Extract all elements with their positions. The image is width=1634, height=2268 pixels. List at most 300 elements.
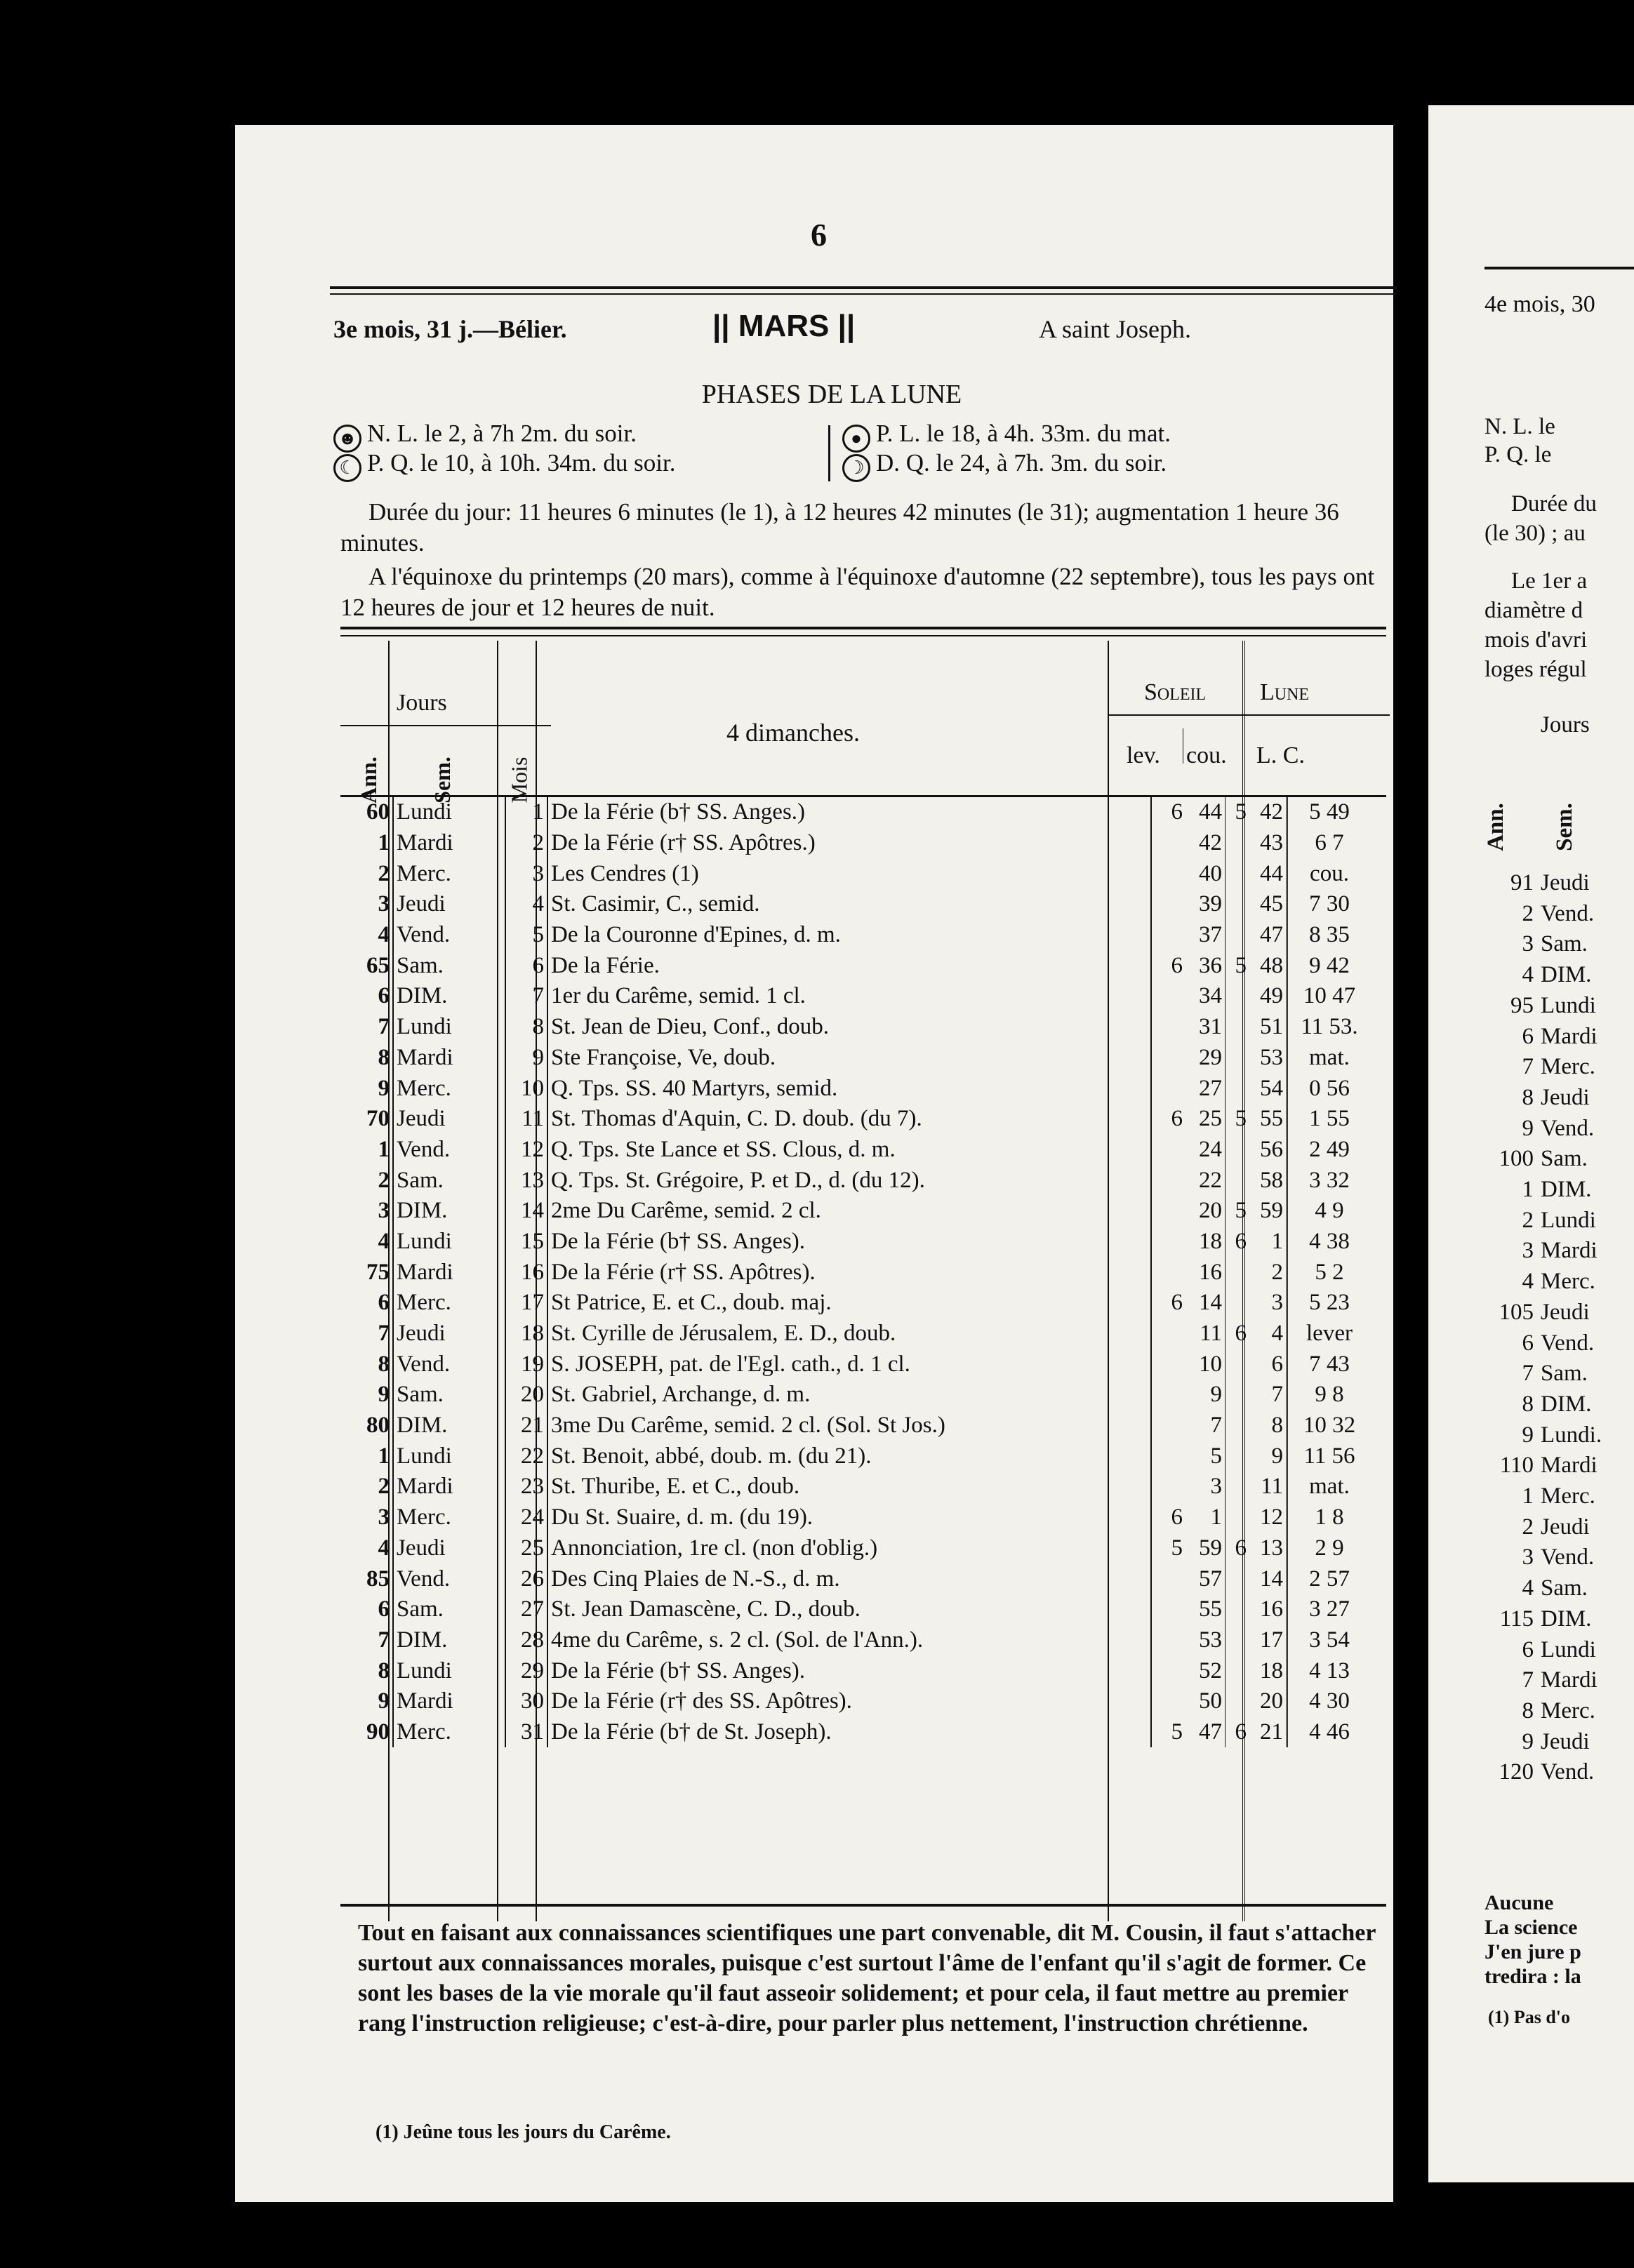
cell-sem: Sam. [393,1380,505,1410]
next-cell-sem: Jeudi [1541,1299,1590,1325]
cell-sm: 24 [1185,1135,1226,1166]
next-cell-sem: Jeudi [1541,1084,1590,1110]
next-pq: P. Q. le [1484,442,1552,467]
cell-lune: 2 49 [1309,1136,1350,1162]
table-row [340,889,1371,920]
next-cell-sem: Sam. [1541,1361,1588,1387]
next-cell-ann: 2 [1522,1207,1534,1233]
cell-sem: Mardi [393,1686,505,1717]
phase-pq [333,449,675,482]
cell-desc: St. Thuribe, E. et C., doub. [547,1472,1151,1502]
cell-lune: 8 35 [1309,922,1350,948]
cell-desc: De la Férie (b† SS. Anges.) [547,797,1151,828]
header-jours-rule [340,725,551,726]
cell-sh [1151,1441,1185,1472]
quote-text: Tout en faisant aux connaissances scientifiques une part convenable, dit M. Cousin, il faut s'attacher surtout aux connaissances morales, puisque c'est surtout l'âme de l'enfant qu'il s'agit de former. Ce sont les bases de la vie morale qu'il faut asseoir solidement; et pour cela, il faut mettre au premier rang l'instruction religieuse; c'est-à-dire, pour parler plus nettement, l'instruction chrétienne. [358,1920,1376,2036]
cell-desc: St. Jean de Dieu, Conf., doub. [547,1012,1151,1043]
cell-ch [1226,858,1250,889]
next-cell-sem: Merc. [1541,1269,1595,1295]
table-row [340,1472,1371,1502]
header-lc: L. C. [1256,742,1305,768]
next-p4: loges régul [1484,657,1587,682]
cell-mois: 15 [505,1227,547,1258]
cell-cm: 49 [1249,981,1287,1012]
cell-cm: 53 [1249,1043,1287,1074]
header-mois: Mois [506,756,532,803]
cell-mois: 4 [505,889,547,920]
cell-sm: 50 [1185,1686,1226,1717]
next-header: 4e mois, 30 [1484,291,1595,317]
cell-lune: 3 54 [1309,1627,1350,1653]
table-row [340,858,1371,889]
cell-sh: 5 [1171,1719,1183,1745]
next-cell-ann: 2 [1522,900,1534,926]
next-cell-sem: Vend. [1541,900,1595,926]
cell-ch [1226,1257,1250,1288]
cell-mois: 1 [505,797,547,828]
table-row [340,1441,1371,1472]
cell-desc: Q. Tps. St. Grégoire, P. et D., d. (du 12). [547,1165,1151,1196]
cell-sem: Jeudi [393,1533,505,1564]
next-cell-ann: 8 [1522,1084,1534,1110]
cell-sm: 25 [1185,1104,1226,1135]
next-cell-ann: 4 [1522,962,1534,988]
cell-sh [1151,1655,1185,1686]
table-row [340,1686,1371,1717]
cell-cm: 55 [1249,1104,1287,1135]
almanac-page [235,125,1393,2202]
cell-sm: 42 [1185,828,1226,859]
cell-cm: 20 [1249,1686,1287,1717]
cell-sm: 34 [1185,981,1226,1012]
cell-sm: 39 [1185,889,1226,920]
top-rule [330,286,1397,289]
table-row [340,1349,1371,1380]
new-moon-icon: ☻ [333,425,361,453]
cell-mois: 3 [505,858,547,889]
next-ann: Ann. [1482,803,1508,851]
cell-ann: 9 [340,1686,393,1717]
cell-cm: 6 [1249,1349,1287,1380]
cell-lune: 4 38 [1309,1228,1350,1254]
cell-desc: Annonciation, 1re cl. (non d'oblig.) [547,1533,1151,1564]
cell-sm: 37 [1185,920,1226,951]
full-moon-icon: ● [842,425,870,453]
cell-sem: Lundi [393,797,505,828]
cell-sm: 14 [1185,1288,1226,1319]
next-cell-ann: 3 [1522,1545,1534,1570]
cell-desc: 4me du Carême, s. 2 cl. (Sol. de l'Ann.). [547,1625,1151,1656]
table-row [340,1380,1371,1410]
next-duree2: (le 30) ; au [1484,521,1586,546]
header-jours: Jours [397,690,447,716]
cell-cm: 21 [1249,1717,1287,1748]
cell-sh [1151,1073,1185,1104]
cell-sm: 27 [1185,1073,1226,1104]
cell-mois: 20 [505,1380,547,1410]
cell-mois: 27 [505,1594,547,1625]
cell-sh [1151,1135,1185,1166]
next-cell-sem: Mardi [1541,1667,1598,1693]
table-row [340,1104,1371,1135]
cell-sem: Vend. [393,1563,505,1594]
table-row [340,1135,1371,1166]
cell-ann: 9 [340,1073,393,1104]
cell-cm: 51 [1249,1012,1287,1043]
cell-ch [1226,1563,1250,1594]
header-soleil: Soleil [1144,679,1207,705]
next-cell-ann: 7 [1522,1361,1534,1387]
table-row [340,1410,1371,1441]
cell-cm: 2 [1249,1257,1287,1288]
cell-sh [1151,889,1185,920]
cell-sh [1151,1319,1185,1349]
next-cell-sem: Vend. [1541,1545,1595,1570]
next-cell-ann: 3 [1522,1238,1534,1264]
cell-sem: Merc. [393,858,505,889]
next-duree1: Durée du [1511,491,1597,516]
cell-sm: 40 [1185,858,1226,889]
cell-sh [1151,1165,1185,1196]
cell-desc: St. Thomas d'Aquin, C. D. doub. (du 7). [547,1104,1151,1135]
next-cell-sem: Sam. [1541,931,1588,957]
equinox-text: A l'équinoxe du printemps (20 mars), comme à l'équinoxe d'automne (22 septembre), tous les pays ont 12 heures de jour et 12 heures de nuit. [340,563,1375,621]
cell-ch [1226,1594,1250,1625]
cell-sh [1151,1472,1185,1502]
cell-desc: Ste Françoise, Ve, doub. [547,1043,1151,1074]
table-row [340,950,1371,981]
cell-desc: De la Férie (b† SS. Anges). [547,1227,1151,1258]
cell-mois: 8 [505,1012,547,1043]
table-top-rule [340,627,1386,629]
next-nl: N. L. le [1484,414,1555,439]
next-cell-ann: 9 [1522,1728,1534,1754]
cell-ch [1226,1686,1250,1717]
cell-ann: 6 [340,1594,393,1625]
cell-ch [1226,1288,1250,1319]
cell-ch [1226,889,1250,920]
cell-sh [1151,1257,1185,1288]
cell-ann: 8 [340,1043,393,1074]
cell-desc: 3me Du Carême, semid. 2 cl. (Sol. St Jos.) [547,1410,1151,1441]
next-cell-sem: Mardi [1541,1453,1598,1479]
cell-mois: 12 [505,1135,547,1166]
cell-sm: 31 [1185,1012,1226,1043]
cell-ann: 2 [340,858,393,889]
cell-sem: Merc. [393,1073,505,1104]
cell-sh [1151,1012,1185,1043]
cell-cm: 58 [1249,1165,1287,1196]
next-cell-sem: Vend. [1541,1115,1595,1141]
next-cell-ann: 120 [1499,1759,1534,1785]
next-cell-sem: Vend. [1541,1330,1595,1356]
cell-ann: 1 [340,1135,393,1166]
next-foot2: La science [1484,1916,1578,1939]
cell-desc: St. Casimir, C., semid. [547,889,1151,920]
cell-sm: 1 [1185,1502,1226,1533]
cell-ch [1226,1502,1250,1533]
cell-desc: Les Cendres (1) [547,858,1151,889]
cell-ann: 80 [340,1410,393,1441]
cell-cm: 43 [1249,828,1287,859]
cell-cm: 14 [1249,1563,1287,1594]
cell-sm: 52 [1185,1655,1226,1686]
next-top-rule [1484,267,1634,269]
table-row [340,1594,1371,1625]
cell-sh [1151,1625,1185,1656]
cell-lune: 9 42 [1309,952,1350,978]
cell-cm: 59 [1249,1196,1287,1227]
cell-sem: DIM. [393,1410,505,1441]
cell-ann: 2 [340,1165,393,1196]
next-cell-sem: Merc. [1541,1054,1595,1080]
cell-desc: Q. Tps. SS. 40 Martyrs, semid. [547,1073,1151,1104]
cell-lune: 4 13 [1309,1657,1350,1683]
cell-mois: 19 [505,1349,547,1380]
cell-desc: 1er du Carême, semid. 1 cl. [547,981,1151,1012]
next-cell-ann: 91 [1510,870,1534,895]
cell-ann: 7 [340,1012,393,1043]
cell-sh: 6 [1171,952,1183,978]
cell-cm: 18 [1249,1655,1287,1686]
cell-cm: 13 [1249,1533,1287,1564]
next-cell-sem: DIM. [1541,1391,1592,1417]
table-row [340,828,1371,859]
cell-sem: DIM. [393,1196,505,1227]
header-lev: lev. [1127,742,1160,768]
cell-desc: 2me Du Carême, semid. 2 cl. [547,1196,1151,1227]
cell-ch [1226,1380,1250,1410]
cell-lune: 11 53. [1301,1014,1358,1040]
cell-sh [1151,1043,1185,1074]
cell-sm: 5 [1185,1441,1226,1472]
cell-cm: 8 [1249,1410,1287,1441]
cell-sh: 5 [1171,1535,1183,1561]
cell-ann: 65 [340,950,393,981]
cell-sh [1151,1686,1185,1717]
cell-lune: 5 49 [1309,799,1350,825]
cell-sm: 9 [1185,1380,1226,1410]
cell-ch: 6 [1235,1228,1247,1254]
cell-sem: Vend. [393,920,505,951]
cell-cm: 3 [1249,1288,1287,1319]
cell-ch: 5 [1235,1106,1247,1132]
cell-ann: 8 [340,1655,393,1686]
next-cell-sem: Sam. [1541,1575,1588,1601]
next-cell-ann: 1 [1522,1177,1534,1202]
next-cell-ann: 1 [1522,1483,1534,1509]
next-cell-sem: Jeudi [1541,870,1590,895]
table-row [340,1227,1371,1258]
cell-ann: 3 [340,889,393,920]
cell-sem: Merc. [393,1502,505,1533]
next-foot1: Aucune [1484,1891,1554,1914]
cell-sem: Mardi [393,1257,505,1288]
cell-sm: 47 [1185,1717,1226,1748]
cell-ann: 4 [340,1533,393,1564]
cell-sh [1151,981,1185,1012]
cell-mois: 10 [505,1073,547,1104]
next-cell-ann: 8 [1522,1697,1534,1723]
cell-ch [1226,1073,1250,1104]
next-cell-sem: Mardi [1541,1238,1598,1264]
cell-cm: 11 [1249,1472,1287,1502]
next-cell-ann: 110 [1499,1453,1534,1479]
cell-mois: 14 [505,1196,547,1227]
cell-lune: 7 43 [1309,1351,1350,1377]
next-cell-sem: Jeudi [1541,1728,1590,1754]
cell-desc: St. Cyrille de Jérusalem, E. D., doub. [547,1319,1151,1349]
table-row [340,1165,1371,1196]
next-cell-ann: 8 [1522,1391,1534,1417]
phase-dq-text: D. Q. le 24, à 7h. 3m. du soir. [876,449,1167,476]
table-row [340,981,1371,1012]
cell-ch: 5 [1235,952,1247,978]
cell-sem: Sam. [393,950,505,981]
cell-cm: 45 [1249,889,1287,920]
cell-ch [1226,1349,1250,1380]
cell-lune: mat. [1309,1474,1350,1500]
cell-sm: 29 [1185,1043,1226,1074]
next-cell-ann: 2 [1522,1514,1534,1540]
cell-sm: 59 [1185,1533,1226,1564]
cell-sm: 7 [1185,1410,1226,1441]
cell-sh [1151,828,1185,859]
cell-sh [1151,1380,1185,1410]
cell-sem: DIM. [393,981,505,1012]
cell-sh: 6 [1171,1290,1183,1316]
phase-nl [333,420,637,453]
table-row [340,1717,1371,1748]
footnote: (1) Jeûne tous les jours du Carême. [376,2121,671,2143]
cell-desc: De la Férie (b† SS. Anges). [547,1655,1151,1686]
next-cell-sem: Lundi [1541,1207,1596,1233]
next-p3: mois d'avri [1484,627,1588,653]
next-cell-ann: 7 [1522,1667,1534,1693]
table-row [340,1502,1371,1533]
cell-mois: 5 [505,920,547,951]
table-top-rule-thin [340,635,1386,636]
cell-sm: 18 [1185,1227,1226,1258]
cell-lune: 3 32 [1309,1167,1350,1193]
table-row [340,1012,1371,1043]
cell-ch [1226,1655,1250,1686]
cell-mois: 24 [505,1502,547,1533]
cell-mois: 28 [505,1625,547,1656]
cell-mois: 6 [505,950,547,981]
cell-desc: De la Férie (r† SS. Apôtres.) [547,828,1151,859]
cell-lune: 1 8 [1315,1505,1344,1530]
cell-sem: Mardi [393,828,505,859]
cell-ann: 7 [340,1319,393,1349]
cell-ann: 75 [340,1257,393,1288]
next-cell-ann: 105 [1499,1299,1534,1325]
next-cell-sem: DIM. [1541,962,1592,988]
header-cou: cou. [1186,742,1227,768]
cell-sem: Vend. [393,1349,505,1380]
cell-ann: 3 [340,1502,393,1533]
cell-lune: 3 27 [1309,1596,1350,1622]
cell-cm: 54 [1249,1073,1287,1104]
cell-ch [1226,1135,1250,1166]
cell-ch [1226,1410,1250,1441]
cell-sh: 6 [1171,1505,1183,1530]
cell-mois: 9 [505,1043,547,1074]
cell-ch [1226,1625,1250,1656]
page-number: 6 [811,217,827,253]
cell-ann: 60 [340,797,393,828]
next-cell-ann: 7 [1522,1054,1534,1080]
cell-lune: mat. [1309,1044,1350,1070]
cell-ch: 6 [1235,1535,1247,1561]
cell-sm: 36 [1185,950,1226,981]
cell-cm: 12 [1249,1502,1287,1533]
next-jours: Jours [1541,712,1590,738]
phase-pq-text: P. Q. le 10, à 10h. 34m. du soir. [367,449,676,476]
cell-mois: 30 [505,1686,547,1717]
cell-cm: 17 [1249,1625,1287,1656]
header-soleil-rule [1109,714,1390,716]
table-row [340,797,1371,828]
next-cell-ann: 9 [1522,1422,1534,1448]
table-row [340,920,1371,951]
next-page-fragment [1428,105,1634,2182]
cell-sem: Lundi [393,1441,505,1472]
table-row [340,1563,1371,1594]
next-cell-ann: 6 [1522,1023,1534,1049]
cell-sh [1151,858,1185,889]
cell-sem: Lundi [393,1655,505,1686]
table-row [340,1073,1371,1104]
month-info: 3e mois, 31 j.—Bélier. [333,315,567,343]
cell-ann: 85 [340,1563,393,1594]
cell-mois: 29 [505,1655,547,1686]
cell-ann: 90 [340,1717,393,1748]
next-cell-sem: Merc. [1541,1697,1595,1723]
cell-sem: DIM. [393,1625,505,1656]
table-bottom-rule [340,1904,1386,1907]
next-foot4: tredira : la [1484,1965,1581,1988]
cell-desc: St. Jean Damascène, C. D., doub. [547,1594,1151,1625]
next-cell-ann: 6 [1522,1636,1534,1662]
cell-desc: Des Cinq Plaies de N.-S., d. m. [547,1563,1151,1594]
cell-sm: 16 [1185,1257,1226,1288]
cell-cm: 48 [1249,950,1287,981]
cell-desc: De la Férie. [547,950,1151,981]
cell-desc: Q. Tps. Ste Lance et SS. Clous, d. m. [547,1135,1151,1166]
cell-sem: Vend. [393,1135,505,1166]
cell-mois: 7 [505,981,547,1012]
next-cell-sem: Lundi. [1541,1422,1602,1448]
cell-ann: 70 [340,1104,393,1135]
cell-ann: 7 [340,1625,393,1656]
table-row [340,1043,1371,1074]
cell-mois: 23 [505,1472,547,1502]
cell-ann: 2 [340,1472,393,1502]
cell-sm: 53 [1185,1625,1226,1656]
next-cell-sem: Lundi [1541,1636,1596,1662]
cell-sem: Jeudi [393,1319,505,1349]
table-row [340,1196,1371,1227]
cell-ch [1226,1043,1250,1074]
cell-sm: 20 [1185,1196,1226,1227]
next-foot5: (1) Pas d'o [1488,2007,1570,2027]
cell-sh [1151,1410,1185,1441]
cell-lune: 5 23 [1309,1290,1350,1316]
cell-lune: 6 7 [1315,830,1344,856]
cell-lune: 10 32 [1303,1413,1356,1439]
cell-mois: 13 [505,1165,547,1196]
